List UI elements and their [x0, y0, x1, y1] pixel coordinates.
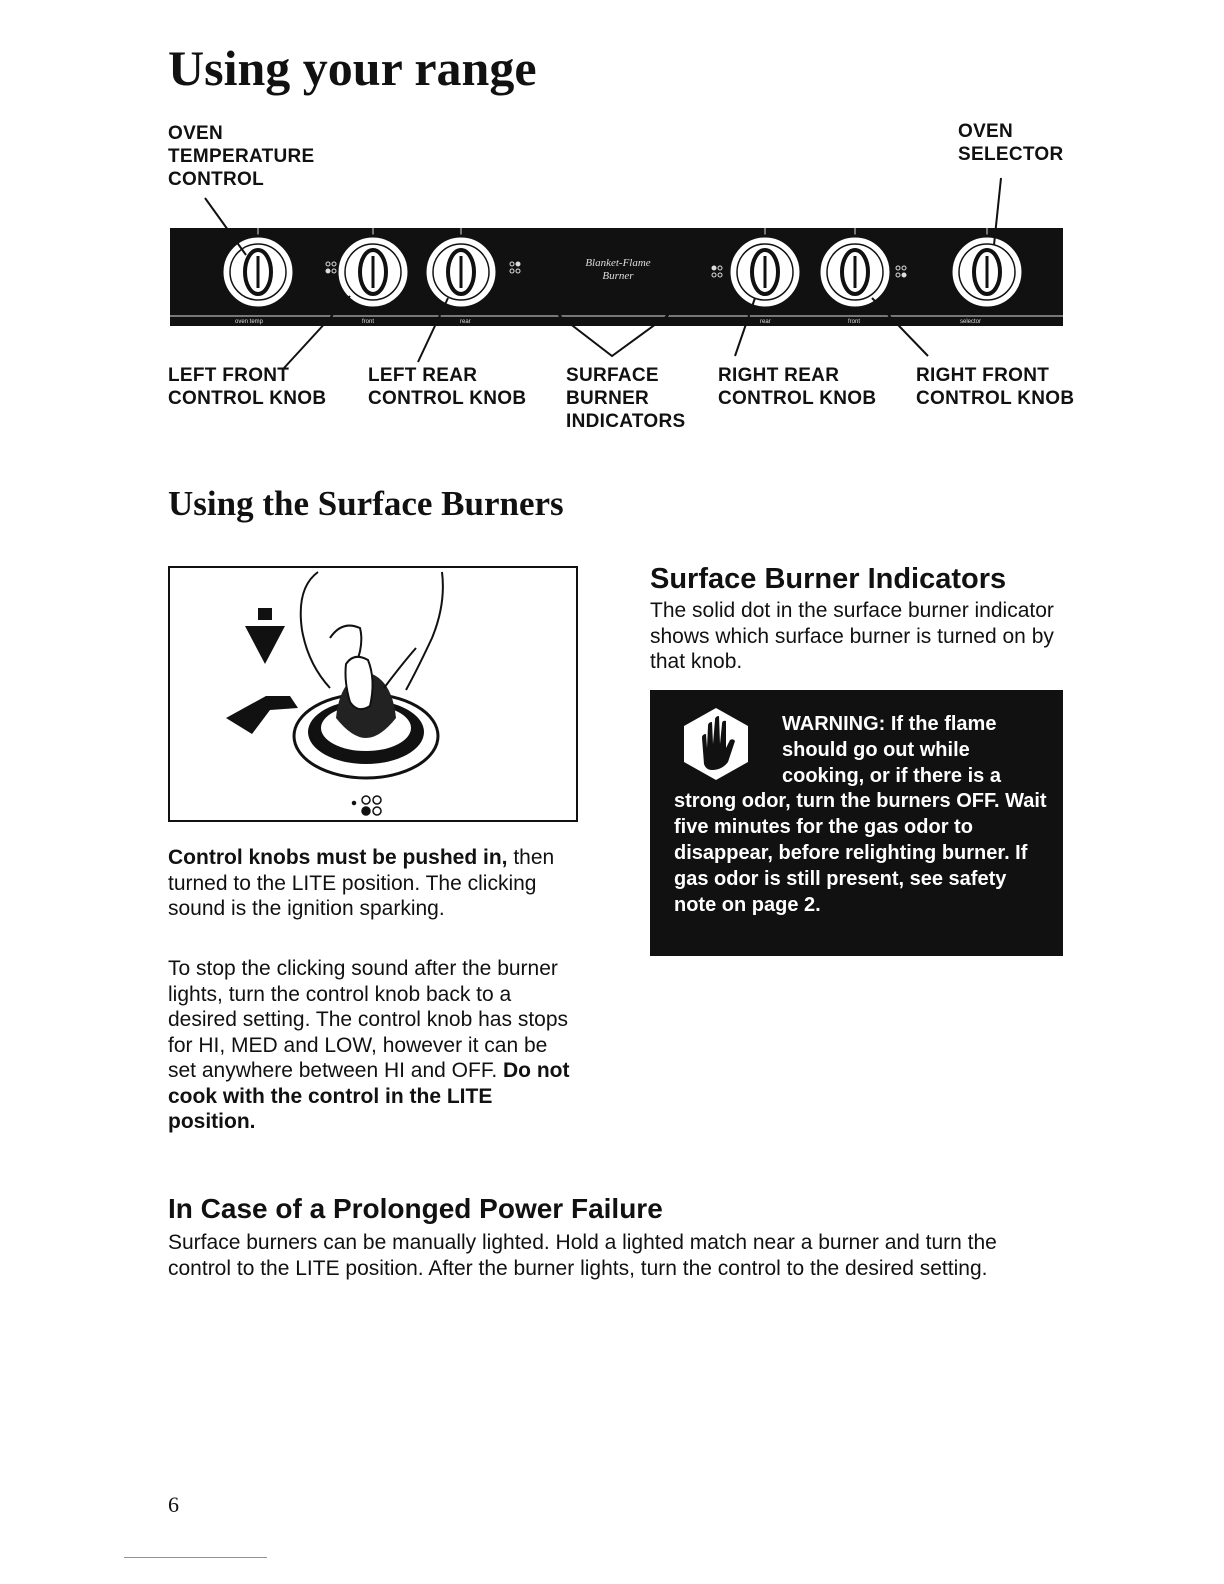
footer-divider	[124, 1557, 267, 1558]
strip-label-oven-temp: oven temp	[235, 319, 264, 325]
label-right-front-control-knob: RIGHT FRONT CONTROL KNOB	[916, 365, 1075, 409]
section-heading: Using the Surface Burners	[168, 484, 564, 523]
indicator-dots	[353, 796, 382, 815]
warning-box	[650, 690, 1063, 956]
push-in-paragraph	[168, 845, 578, 922]
page-title: Using your range	[168, 40, 537, 96]
strip-label-rear: rear	[460, 319, 471, 325]
turn-arrow-icon	[226, 696, 298, 734]
strip-label-front: front	[362, 319, 375, 325]
push-down-arrow-icon	[245, 608, 285, 664]
brand-script: Blanket-Flame Burner	[585, 257, 651, 282]
hand-drawing	[301, 572, 443, 709]
label-left-front-control-knob: LEFT FRONT CONTROL KNOB	[168, 365, 327, 409]
label-oven-temperature-control: OVEN TEMPERATURE CONTROL	[168, 123, 315, 190]
stop-clicking-text: To stop the clicking sound after the burner lights, turn the control knob back to a desired setting. The control knob has stops for HI, MED and LOW, however it can be set anywhere between HI and OFF.	[168, 957, 569, 1082]
right-rear-knob	[729, 236, 801, 308]
power-failure-heading: In Case of a Prolonged Power Failure	[168, 1193, 663, 1224]
indicators-text: The solid dot in the surface burner indicator shows which surface burner is turned on by that knob.	[650, 599, 1054, 673]
strip-label-front: front	[848, 319, 861, 325]
warning-rest: strong odor, turn the burners OFF. Wait five minutes for the gas odor to disappear, before relighting burner. If gas odor is still present, see safety note on page 2.	[674, 790, 1047, 916]
label-left-rear-control-knob: LEFT REAR CONTROL KNOB	[368, 365, 527, 409]
warning-lead: WARNING: If the flame should go out while cooking, or if there is a	[782, 713, 1001, 787]
label-right-rear-control-knob: RIGHT REAR CONTROL KNOB	[718, 365, 877, 409]
oven-selector-knob	[951, 236, 1023, 308]
label-oven-selector: OVEN SELECTOR	[958, 121, 1064, 165]
push-in-text: then turned to the LITE position. The clicking sound is the ignition sparking.	[168, 846, 555, 920]
knob-illustration	[168, 566, 578, 822]
page-number: 6	[168, 1492, 179, 1517]
indicators-heading: Surface Burner Indicators	[650, 563, 1007, 595]
oven-temperature-knob	[222, 236, 294, 308]
left-rear-knob	[425, 236, 497, 308]
strip-label-rear: rear	[760, 319, 771, 325]
push-in-bold: Control knobs must be pushed in,	[168, 846, 508, 869]
do-not-cook-bold: Do not cook with the control in the LITE position.	[168, 1059, 570, 1133]
right-front-knob	[819, 236, 891, 308]
strip-label-selector: selector	[960, 319, 982, 325]
label-surface-burner-indicators: SURFACE BURNER INDICATORS	[566, 365, 686, 432]
stop-clicking-paragraph	[168, 956, 578, 1135]
warning-text	[674, 712, 1054, 918]
power-failure-text: Surface burners can be manually lighted. Hold a lighted match near a burner and turn the control to the LITE position. After the burner lights, turn the control to the desired setting.	[168, 1231, 997, 1280]
